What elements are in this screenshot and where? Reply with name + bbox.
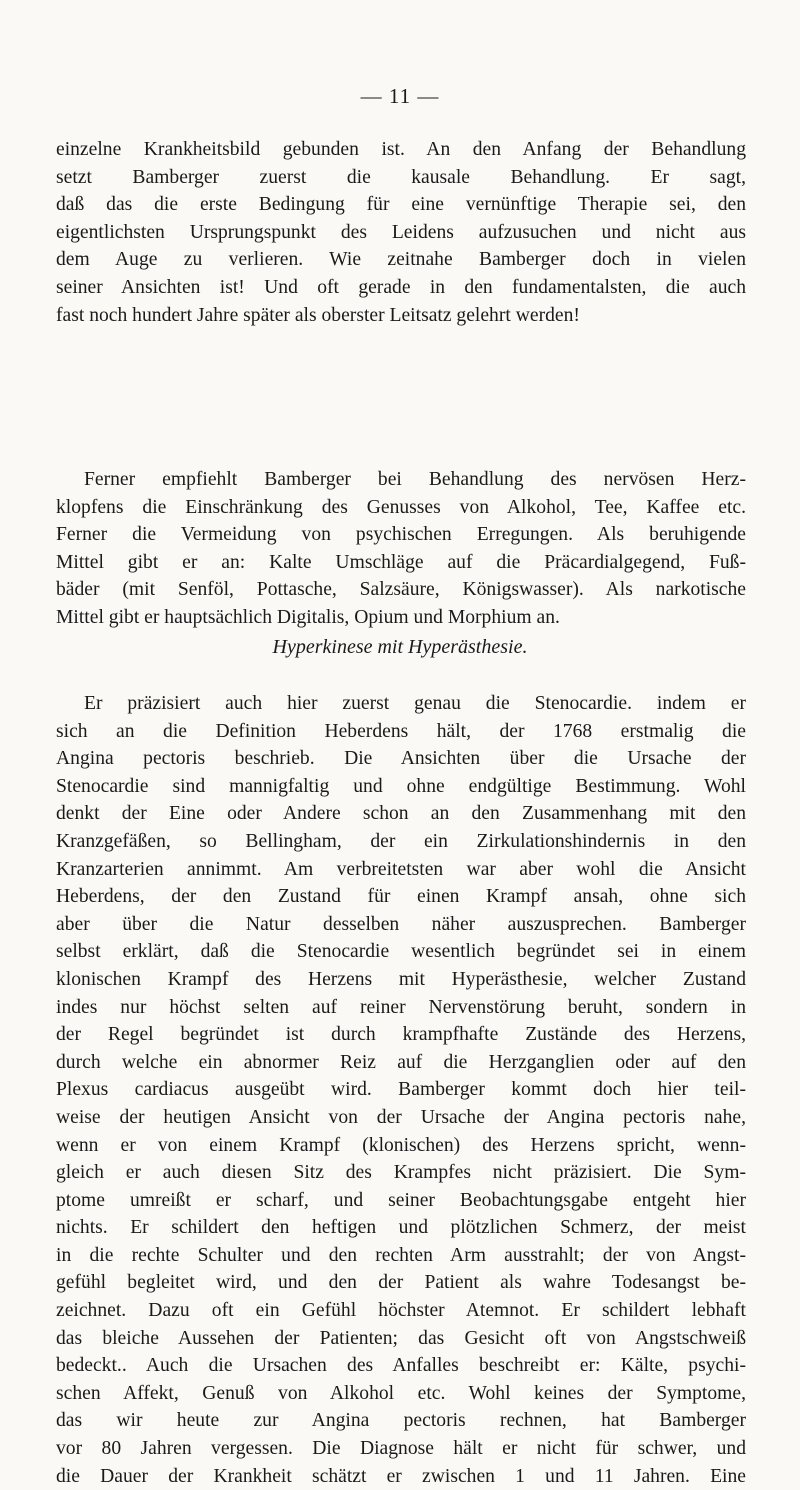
text-line: wenn er von einem Krampf (klonischen) des Herzens spricht, wenn- xyxy=(56,1134,746,1156)
text-line: bäder (mit Senföl, Pottasche, Salzsäure, Königswasser). Als narkotische xyxy=(56,579,746,601)
text-line: Heberdens, der den Zustand für einen Krampf ansah, ohne sich xyxy=(56,886,746,908)
paragraph-3 xyxy=(56,690,746,1490)
text-line: Kranzgefäßen, so Bellingham, der ein Zirkulationshindernis in den xyxy=(56,830,746,852)
text-line: das wir heute zur Angina pectoris rechnen, hat Bamberger xyxy=(56,1410,746,1432)
text-line: Er präzisiert auch hier zuerst genau die Stenocardie. indem er xyxy=(84,693,746,714)
text-line: zeichnet. Dazu oft ein Gefühl höchster Atemnot. Er schildert lebhaft xyxy=(56,1300,746,1322)
text-line: der Regel begründet ist durch krampfhafte Zustände des Herzens, xyxy=(56,1024,746,1046)
text-line: durch welche ein abnormer Reiz auf die Herzganglien oder auf den xyxy=(56,1051,746,1073)
text-line: ptome umreißt er scharf, und seiner Beobachtungsgabe entgeht hier xyxy=(56,1189,746,1211)
text-line: seiner Ansichten ist! Und oft gerade in den fundamentalsten, die auch xyxy=(56,276,746,298)
text-line: sich an die Definition Heberdens hält, der 1768 erstmalig die xyxy=(56,720,746,742)
text-line: aber über die Natur desselben näher auszusprechen. Bamberger xyxy=(56,913,746,935)
text-line: Mittel gibt er an: Kalte Umschläge auf die Präcardialgegend, Fuß- xyxy=(56,551,746,573)
text-line: das bleiche Aussehen der Patienten; das Gesicht oft von Angstschweiß xyxy=(56,1327,746,1349)
text-line: bedeckt.. Auch die Ursachen des Anfalles beschreibt er: Kälte, psychi- xyxy=(56,1355,746,1377)
page-number: — 11 — xyxy=(360,84,440,108)
text-line: Ferner empfiehlt Bamberger bei Behandlung des nervösen Herz- xyxy=(84,469,746,490)
text-line: selbst erklärt, daß die Stenocardie wesentlich begründet sei in einem xyxy=(56,941,746,963)
text-line: daß das die erste Bedingung für eine vernünftige Therapie sei, den xyxy=(56,194,746,216)
text-line: denkt der Eine oder Andere schon an den Zusammenhang mit den xyxy=(56,803,746,825)
text-line: Angina pectoris beschrieb. Die Ansichten über die Ursache der xyxy=(56,748,746,770)
text-line: eigentlichsten Ursprungspunkt des Leidens aufzusuchen und nicht aus xyxy=(56,221,746,243)
text-line: die Dauer der Krankheit schätzt er zwischen 1 und 11 Jahren. Eine xyxy=(56,1465,746,1487)
text-line: nichts. Er schildert den heftigen und plötzlichen Schmerz, der meist xyxy=(56,1217,746,1239)
text-line: weise der heutigen Ansicht von der Ursache der Angina pectoris nahe, xyxy=(56,1106,746,1128)
text-line: Mittel gibt er hauptsächlich Digitalis, Opium und Morphium an. xyxy=(56,606,560,628)
text-line: Stenocardie sind mannigfaltig und ohne endgültige Bestimmung. Wohl xyxy=(56,775,746,797)
text-line: vor 80 Jahren vergessen. Die Diagnose hält er nicht für schwer, und xyxy=(56,1438,746,1460)
text-line: indes nur höchst selten auf reiner Nervenstörung beruht, sondern in xyxy=(56,996,746,1018)
section-heading: Hyperkinese mit Hyperästhesie. xyxy=(272,636,528,658)
text-line: gleich er auch diesen Sitz des Krampfes nicht präzisiert. Die Sym- xyxy=(56,1162,746,1184)
text-line: in die rechte Schulter und den rechten Arm ausstrahlt; der von Angst- xyxy=(56,1244,746,1266)
text-line: gefühl begleitet wird, und den der Patient als wahre Todesangst be- xyxy=(56,1272,746,1294)
text-line: schen Affekt, Genuß von Alkohol etc. Wohl keines der Symptome, xyxy=(56,1382,746,1404)
paragraph-1 xyxy=(56,136,746,329)
text-line: Ferner die Vermeidung von psychischen Erregungen. Als beruhigende xyxy=(56,524,746,546)
text-line: klonischen Krampf des Herzens mit Hyperästhesie, welcher Zustand xyxy=(56,968,746,990)
text-line: einzelne Krankheitsbild gebunden ist. An den Anfang der Behandlung xyxy=(56,139,746,160)
text-line: fast noch hundert Jahre später als oberster Leitsatz gelehrt werden! xyxy=(56,304,580,326)
paragraph-2 xyxy=(56,466,746,632)
text-line: dem Auge zu verlieren. Wie zeitnahe Bamberger doch in vielen xyxy=(56,249,746,271)
text-line: Kranzarterien annimmt. Am verbreitetsten war aber wohl die Ansicht xyxy=(56,858,746,880)
text-line: klopfens die Einschränkung des Genusses von Alkohol, Tee, Kaffee etc. xyxy=(56,496,746,518)
text-line: setzt Bamberger zuerst die kausale Behandlung. Er sagt, xyxy=(56,166,746,188)
text-line: Plexus cardiacus ausgeübt wird. Bamberger kommt doch hier teil- xyxy=(56,1079,746,1101)
